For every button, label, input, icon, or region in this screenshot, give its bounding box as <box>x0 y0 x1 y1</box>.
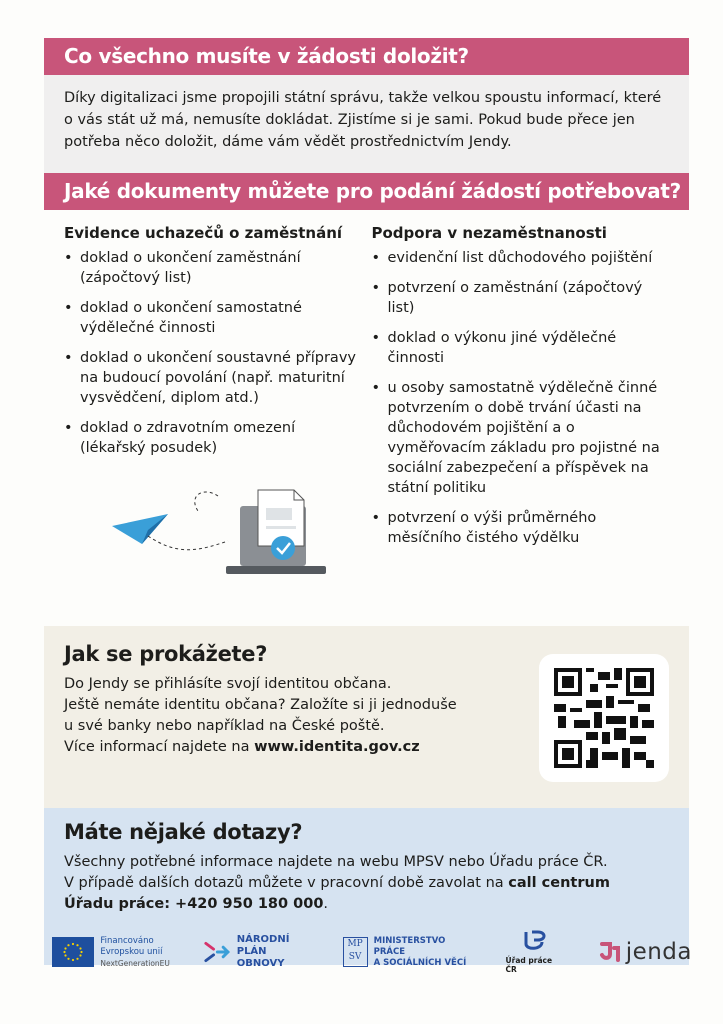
list-item: • potvrzení o zaměstnání (zápočtový list) <box>372 278 670 318</box>
questions-title: Máte nějaké dotazy? <box>64 820 303 844</box>
urad-prace-icon <box>522 930 548 954</box>
documents-columns <box>44 210 689 614</box>
questions-line-1: Všechny potřebné informace najdete na webu MPSV nebo Úřadu práce ČR. <box>64 854 608 870</box>
list-item: • evidenční list důchodového pojištění <box>372 248 670 268</box>
identity-title: Jak se prokážete? <box>64 642 268 666</box>
laptop-illustration <box>108 486 338 596</box>
identity-line-4: Více informací najdete na www.identita.gov.cz <box>64 739 420 755</box>
eu-funding-label: Financováno Evropskou unií NextGenerationEU <box>100 935 170 968</box>
phone-number[interactable]: Úřadu práce: +420 950 180 000 <box>64 896 324 912</box>
jenda-logo: jenda <box>598 939 692 965</box>
jenda-mark-icon <box>598 940 622 964</box>
list-item: • doklad o zdravotním omezení (lékařský posudek) <box>64 418 362 458</box>
questions-line-2: V případě dalších dotazů můžete v pracovní době zavolat na call centrum <box>64 875 610 891</box>
list-item: • doklad o ukončení samostatné výdělečné činnosti <box>64 298 362 338</box>
support-list <box>372 248 670 548</box>
identity-panel <box>44 626 689 808</box>
section-title-documents: Co všechno musíte v žádosti doložit? <box>44 38 689 75</box>
qr-code-icon <box>554 668 654 768</box>
paper-plane-icon <box>112 514 168 544</box>
list-item: • doklad o výkonu jiné výdělečné činnosti <box>372 328 670 368</box>
questions-line-3: Úřadu práce: +420 950 180 000. <box>64 896 329 912</box>
mpsv-logo: MP SV MINISTERSTVO PRÁCE A SOCIÁLNÍCH VĚCÍ <box>343 936 476 969</box>
column-heading-support: Podpora v nezaměstnanosti <box>371 224 607 242</box>
npo-logo: NÁRODNÍ PLÁN OBNOVY <box>202 934 315 970</box>
identity-line-1: Do Jendy se přihlásíte svojí identitou občana. <box>64 676 392 692</box>
list-item: • potvrzení o výši průměrného měsíčního čistého výdělku <box>372 508 670 548</box>
evidence-list <box>64 248 362 458</box>
column-support <box>372 224 670 614</box>
mpsv-emblem-icon: MP SV <box>343 937 368 967</box>
section-title-needed-documents: Jaké dokumenty můžete pro podání žádostí potřebovat? <box>44 173 689 210</box>
intro-panel <box>44 75 689 173</box>
list-item: • doklad o ukončení soustavné přípravy na budoucí povolání (např. maturitní vysvědčení, diplom atd.) <box>64 348 362 408</box>
call-centre-label: call centrum <box>508 875 610 891</box>
npo-arrows-icon <box>202 937 231 967</box>
list-item: • doklad o ukončení zaměstnání (zápočtový list) <box>64 248 362 288</box>
identita-link[interactable]: www.identita.gov.cz <box>254 739 420 755</box>
leaflet-page <box>44 38 689 965</box>
list-item: • u osoby samostatně výdělečně činné potvrzením o době trvání účasti na důchodovém pojištění a o vyměřovacím základu pro pojistné na sociální zabezpečení a příspěvek na státní politiku <box>372 378 670 498</box>
identity-line-2: Ještě nemáte identitu občana? Založíte si ji jednoduše <box>64 697 457 713</box>
check-icon <box>271 536 295 560</box>
identity-line-3: u své banky nebo například na České poště. <box>64 718 385 734</box>
qr-code-box <box>539 654 669 782</box>
urad-prace-logo: Úřad práce ČR <box>506 930 564 974</box>
partner-logos <box>52 930 692 974</box>
eu-flag-icon <box>52 937 94 967</box>
column-heading-evidence: Evidence uchazečů o zaměstnání <box>64 224 343 242</box>
intro-text: Díky digitalizaci jsme propojili státní správu, takže velkou spoustu informací, které o vás stát už má, nemusíte dokládat. Zjistíme si je sami. Pokud bude přece jen potřeba něco doložit, dáme vám vědět prostřednictvím Jendy. <box>64 90 662 150</box>
